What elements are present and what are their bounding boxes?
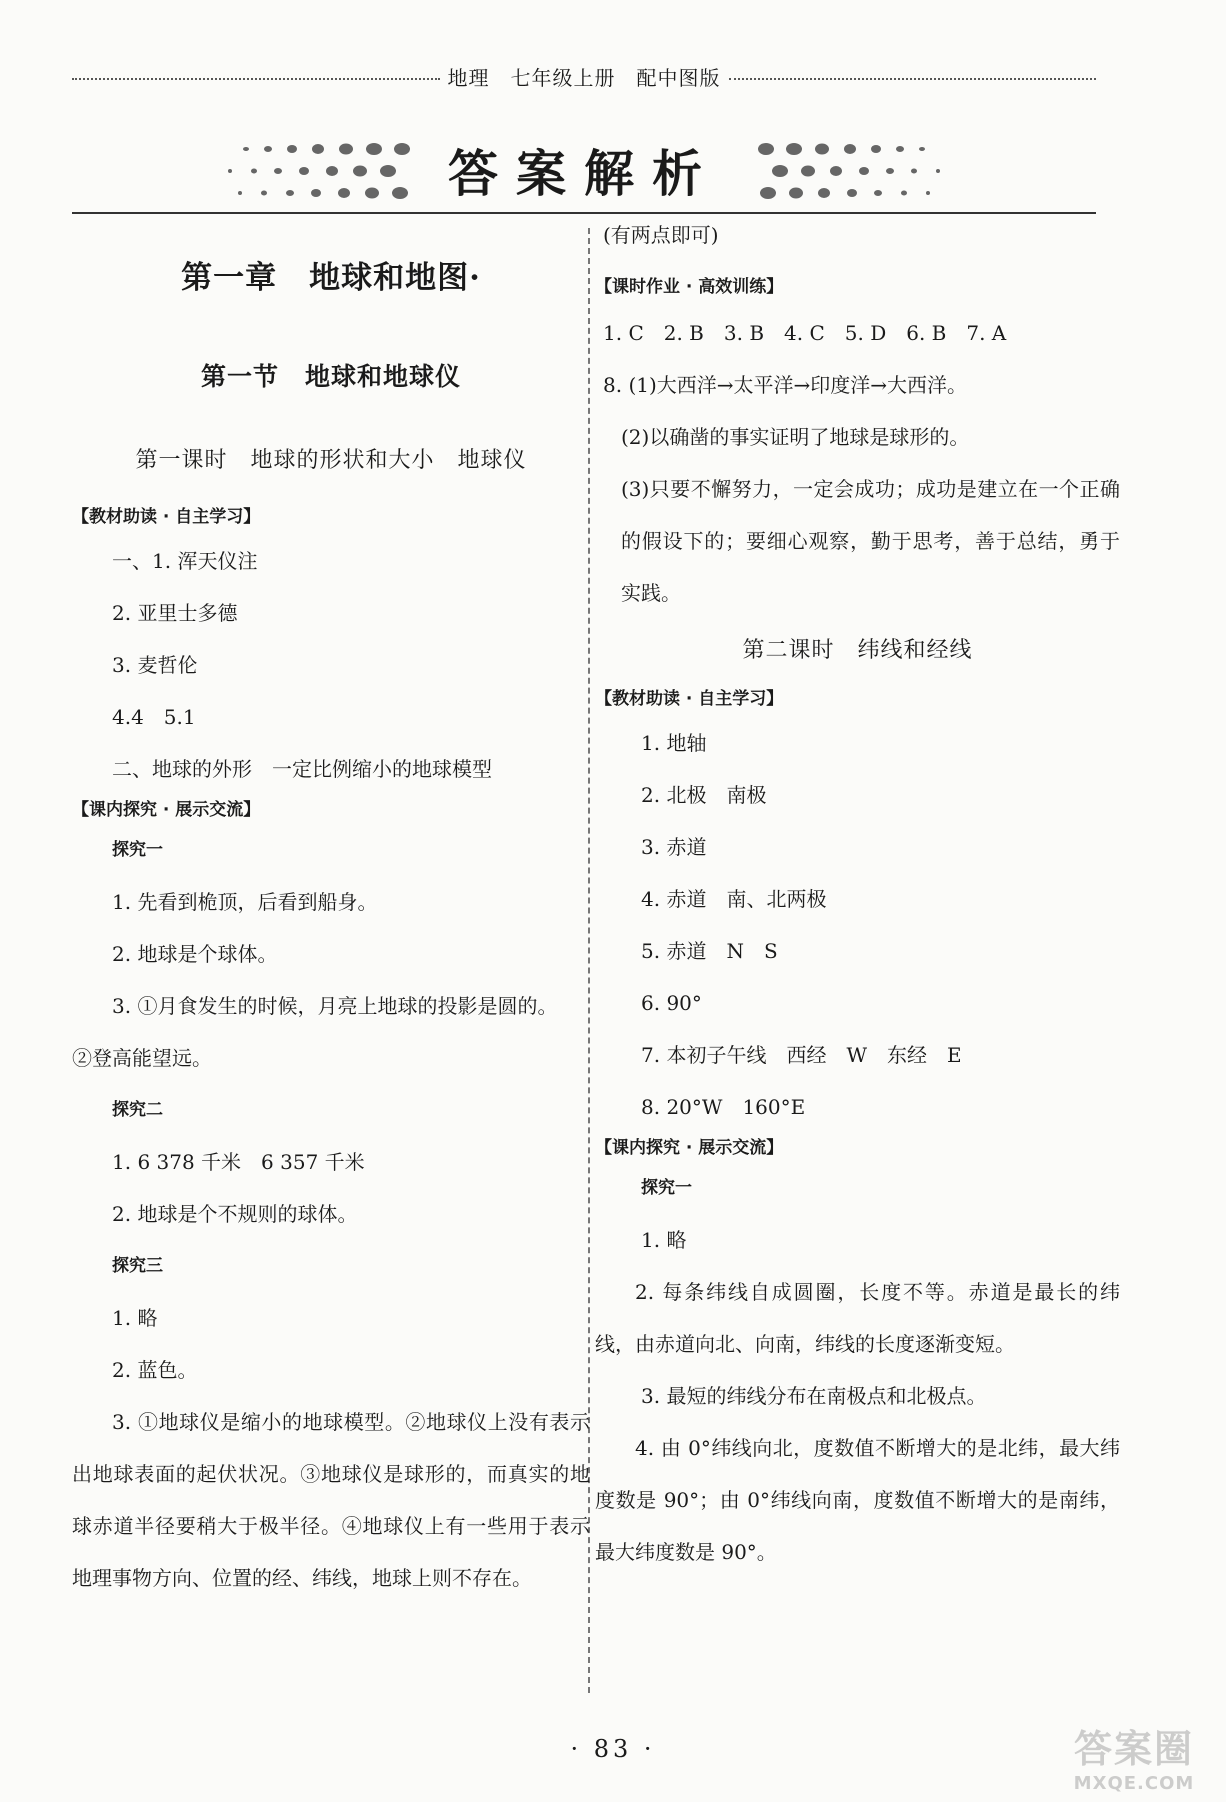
answer-line: 8. (1)大西洋→太平洋→印度洋→大西洋。 bbox=[603, 373, 968, 397]
inquiry-heading: 探究二 bbox=[112, 1100, 163, 1120]
section-tag: 【课时作业 · 高效训练】 bbox=[595, 277, 784, 297]
right-column bbox=[595, 223, 1120, 1692]
chapter-heading: 第一章 地球和地图· bbox=[181, 260, 481, 296]
title-band bbox=[72, 120, 1096, 220]
inquiry-heading: 探究三 bbox=[112, 1256, 163, 1276]
inquiry-heading: 探究一 bbox=[641, 1178, 692, 1198]
answer-line: 5. 赤道 N S bbox=[641, 939, 778, 963]
answer-paragraph: 2. 每条纬线自成圆圈，长度不等。赤道是最长的纬线，由赤道向北、向南，纬线的长度逐渐变短。 bbox=[595, 1280, 1120, 1356]
answer-line: 2. 蓝色。 bbox=[112, 1358, 198, 1382]
inquiry-heading: 探究一 bbox=[112, 840, 163, 860]
lesson-heading: 第二课时 纬线和经线 bbox=[742, 638, 973, 663]
answer-line: 1. 先看到桅顶，后看到船身。 bbox=[112, 890, 378, 914]
watermark-url: MXQE.COM bbox=[1073, 1773, 1195, 1794]
answer-line: (2)以确凿的事实证明了地球是球形的。 bbox=[621, 425, 970, 449]
answer-line: 4. 赤道 南、北两极 bbox=[641, 887, 827, 911]
answer-paragraph: (3)只要不懈努力，一定会成功；成功是建立在一个正确的假设下的；要细心观察，勤于思考，善于总结，勇于实践。 bbox=[621, 477, 1120, 605]
answer-paragraph: 3. ①地球仪是缩小的地球模型。②地球仪上没有表示出地球表面的起伏状况。③地球仪是球形的，而真实的地球赤道半径要稍大于极半径。④地球仪上有一些用于表示地理事物方向、位置的经、纬线，地球上则不存在。 bbox=[72, 1410, 590, 1590]
answer-line: 3. 赤道 bbox=[641, 835, 707, 859]
header-dotted-rule bbox=[72, 78, 440, 80]
page-title: 答案解析 bbox=[448, 144, 720, 203]
answer-line: 7. 本初子午线 西经 W 东经 E bbox=[641, 1043, 962, 1067]
watermark-logo bbox=[1054, 1718, 1214, 1794]
answer-line: 1. 6 378 千米 6 357 千米 bbox=[112, 1150, 365, 1174]
answer-line: 3. 最短的纬线分布在南极点和北极点。 bbox=[641, 1384, 987, 1408]
answer-line: 8. 20°W 160°E bbox=[641, 1095, 806, 1119]
page-number: · 83 · bbox=[570, 1735, 656, 1763]
section-tag: 【课内探究 · 展示交流】 bbox=[595, 1138, 784, 1158]
answer-line: 3. ①月食发生的时候，月亮上地球的投影是圆的。 bbox=[112, 994, 558, 1018]
answer-line: 1. C 2. B 3. B 4. C 5. D 6. B 7. A bbox=[603, 321, 1007, 345]
lesson-heading: 第一课时 地球的形状和大小 地球仪 bbox=[135, 448, 527, 473]
answer-paragraph: 4. 由 0°纬线向北，度数值不断增大的是北纬，最大纬度数是 90°；由 0°纬线向南，度数值不断增大的是南纬，最大纬度数是 90°。 bbox=[595, 1436, 1120, 1564]
header-dotted-rule bbox=[729, 78, 1097, 80]
note-line: (有两点即可) bbox=[603, 223, 719, 247]
dot-pattern-right-decoration bbox=[752, 135, 952, 205]
watermark-title: 答案圈 bbox=[1073, 1727, 1194, 1771]
header-text: 地理 七年级上册 配中图版 bbox=[447, 65, 721, 90]
answer-line: 4.4 5.1 bbox=[112, 705, 196, 729]
dot-pattern-left-decoration bbox=[216, 135, 416, 205]
answer-line: 2. 地球是个不规则的球体。 bbox=[112, 1202, 358, 1226]
section-tag: 【教材助读 · 自主学习】 bbox=[595, 689, 784, 709]
answer-line: 2. 地球是个球体。 bbox=[112, 942, 278, 966]
answer-line: 1. 地轴 bbox=[641, 731, 707, 755]
answer-line: 1. 略 bbox=[112, 1306, 158, 1330]
answer-line: 1. 略 bbox=[641, 1228, 687, 1252]
section-heading: 第一节 地球和地球仪 bbox=[200, 362, 461, 391]
answer-line: 2. 亚里士多德 bbox=[112, 601, 238, 625]
answer-line: 二、地球的外形 一定比例缩小的地球模型 bbox=[112, 757, 492, 781]
section-tag: 【课内探究 · 展示交流】 bbox=[72, 800, 261, 820]
title-rule bbox=[72, 212, 1096, 214]
answer-line: 一、1. 浑天仪注 bbox=[112, 549, 258, 573]
section-tag: 【教材助读 · 自主学习】 bbox=[72, 507, 261, 527]
answer-line: 2. 北极 南极 bbox=[641, 783, 767, 807]
left-column bbox=[72, 228, 590, 1692]
running-header bbox=[72, 56, 1096, 96]
answer-line: 6. 90° bbox=[641, 991, 702, 1015]
answer-line: 3. 麦哲伦 bbox=[112, 653, 198, 677]
answer-line: ②登高能望远。 bbox=[72, 1046, 212, 1070]
